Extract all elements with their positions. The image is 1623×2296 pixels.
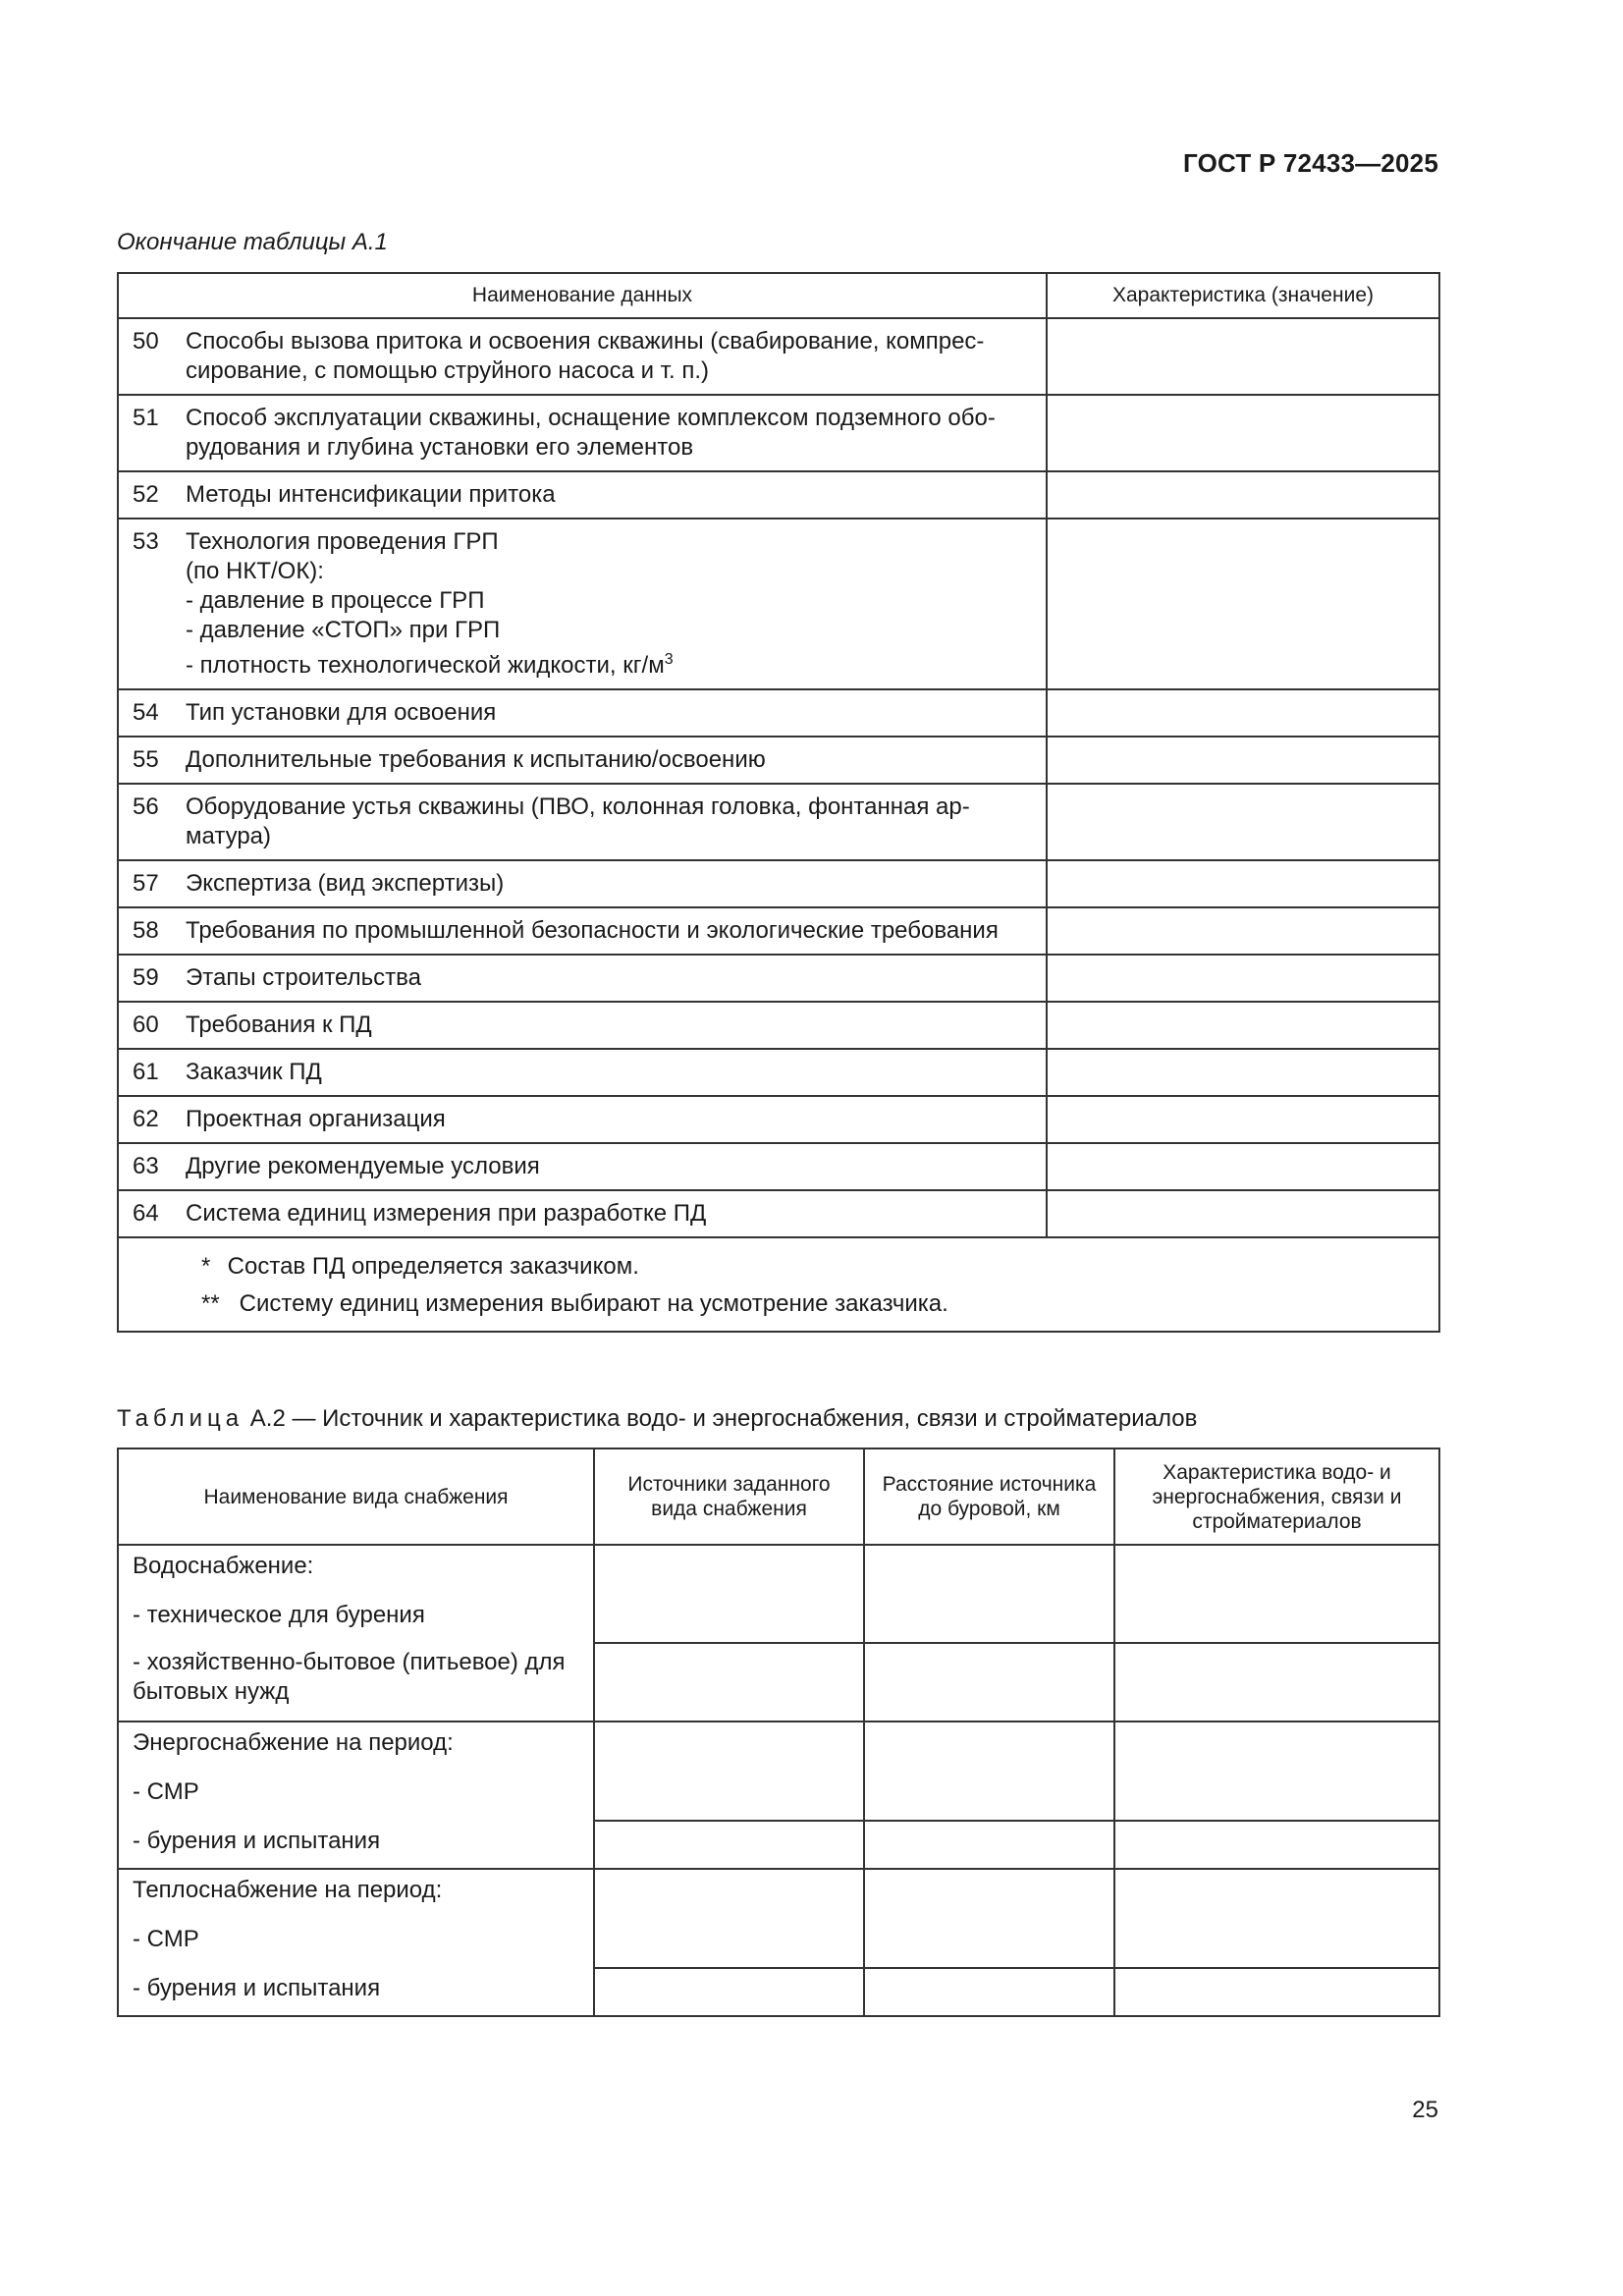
group-title: Водоснабжение:	[133, 1553, 314, 1579]
table-cell	[1114, 1722, 1439, 1821]
row-text-line-content: матура)	[186, 823, 271, 849]
row-text-line	[186, 793, 1032, 822]
group-item: - бурения и испытания	[133, 1828, 381, 1854]
data-item-cell	[118, 784, 1047, 860]
table-cell	[1114, 1869, 1439, 1968]
row-text	[186, 1011, 1032, 1040]
row-text	[186, 404, 1032, 463]
table-cell	[864, 1968, 1114, 2016]
table1-caption: Окончание таблицы А.1	[117, 229, 388, 255]
value-cell	[1047, 1049, 1439, 1096]
data-item	[133, 527, 1032, 681]
value-cell	[1047, 1002, 1439, 1049]
row-text-line-content: (по НКТ/ОК):	[186, 558, 324, 584]
row-text-line-content: Способы вызова притока и освоения скважины (свабирование, компрес-	[186, 328, 985, 355]
table-cell	[594, 1545, 864, 1643]
table-cell	[1114, 1643, 1439, 1722]
note-text: Систему единиц измерения выбирают на усмотрение заказчика.	[239, 1290, 948, 1317]
value-cell	[1047, 1190, 1439, 1237]
unit-superscript: 3	[664, 651, 674, 668]
row-number: 52	[133, 481, 159, 508]
row-text-line	[186, 586, 1032, 616]
row-number: 56	[133, 793, 159, 820]
row-text-line-content: - давление в процессе ГРП	[186, 587, 485, 614]
table-cell	[864, 1722, 1114, 1821]
value-cell	[1047, 471, 1439, 519]
value-cell	[1047, 519, 1439, 689]
data-item-cell	[118, 955, 1047, 1002]
table-header-row	[118, 273, 1439, 318]
value-cell	[1047, 860, 1439, 907]
row-text-line-content: - плотность технологической жидкости, кг/м	[186, 652, 665, 679]
table-cell	[1114, 1545, 1439, 1643]
data-item-cell	[118, 519, 1047, 689]
row-text-line	[186, 645, 1032, 681]
table-row	[118, 860, 1439, 907]
note-2	[201, 1285, 1438, 1323]
value-cell	[1047, 395, 1439, 471]
value-cell	[1047, 689, 1439, 737]
row-text	[186, 327, 1032, 386]
table-row	[118, 907, 1439, 955]
row-number: 55	[133, 746, 159, 773]
row-text-line-content: Технология проведения ГРП	[186, 528, 499, 555]
row-text-line-content: Требования по промышленной безопасности и экологические требования	[186, 917, 999, 944]
row-text	[186, 698, 1032, 728]
row-text	[186, 480, 1032, 510]
table-cell	[864, 1643, 1114, 1722]
row-text-line-content: Дополнительные требования к испытанию/освоению	[186, 746, 766, 773]
row-text-line	[186, 916, 1032, 946]
column-header-sources: Источники заданного вида снабжения	[594, 1449, 864, 1545]
data-item	[133, 1105, 1032, 1134]
supply-group-heat	[118, 1869, 594, 2016]
row-text	[186, 1058, 1032, 1087]
table-row	[118, 318, 1439, 395]
table-header-row	[118, 1449, 1439, 1545]
table-row	[118, 1143, 1439, 1190]
group-item: - техническое для бурения	[133, 1602, 425, 1628]
table-cell	[594, 1643, 864, 1722]
group-item: - СМР	[133, 1926, 199, 1952]
data-item-cell	[118, 471, 1047, 519]
note-marker: *	[201, 1253, 211, 1280]
row-text-line-content: рудования и глубина установки его элементов	[186, 434, 694, 461]
row-text-line	[186, 480, 1032, 510]
row-text-line	[186, 698, 1032, 728]
value-cell	[1047, 318, 1439, 395]
data-item	[133, 480, 1032, 510]
row-text-line-content: Экспертиза (вид экспертизы)	[186, 870, 505, 897]
row-text-line	[186, 1011, 1032, 1040]
data-item	[133, 745, 1032, 775]
table-row	[118, 784, 1439, 860]
group-item: - хозяйственно-бытовое (питьевое) для бытовых нужд	[133, 1649, 566, 1705]
table-row	[118, 955, 1439, 1002]
table-cell	[594, 1869, 864, 1968]
row-text-line-content: Оборудование устья скважины (ПВО, колонная головка, фонтанная ар-	[186, 793, 970, 820]
table-row	[118, 1722, 1439, 1821]
table-a1-continuation	[117, 272, 1440, 1333]
row-text-line	[186, 356, 1032, 386]
table-notes	[118, 1237, 1439, 1332]
supply-group-energy	[118, 1722, 594, 1869]
value-cell	[1047, 955, 1439, 1002]
value-cell	[1047, 1096, 1439, 1143]
data-item-cell	[118, 907, 1047, 955]
data-item	[133, 698, 1032, 728]
row-number: 64	[133, 1200, 159, 1227]
table-row	[118, 1002, 1439, 1049]
data-item-cell	[118, 1096, 1047, 1143]
table-cell	[1114, 1821, 1439, 1869]
table-row	[118, 395, 1439, 471]
row-text-line	[186, 1152, 1032, 1181]
group-item: - бурения и испытания	[133, 1975, 381, 2001]
row-text	[186, 1199, 1032, 1229]
row-text-line	[186, 869, 1032, 899]
table-cell	[864, 1821, 1114, 1869]
row-text-line	[186, 433, 1032, 463]
data-item	[133, 916, 1032, 946]
table-row	[118, 519, 1439, 689]
row-text-line	[186, 1199, 1032, 1229]
table-row	[118, 1049, 1439, 1096]
table-cell	[594, 1968, 864, 2016]
table-row	[118, 1545, 1439, 1643]
column-header-supply-type: Наименование вида снабжения	[118, 1449, 594, 1545]
row-text	[186, 916, 1032, 946]
row-text-line	[186, 557, 1032, 586]
value-cell	[1047, 907, 1439, 955]
row-number: 54	[133, 699, 159, 726]
row-text-line	[186, 527, 1032, 557]
data-item	[133, 869, 1032, 899]
row-text-line-content: Этапы строительства	[186, 964, 421, 991]
row-text-line-content: Система единиц измерения при разработке ПД	[186, 1200, 707, 1227]
row-number: 60	[133, 1011, 159, 1038]
table-row	[118, 737, 1439, 784]
group-title: Энергоснабжение на период:	[133, 1729, 454, 1756]
table2-caption	[117, 1405, 1197, 1433]
row-text-line	[186, 327, 1032, 356]
row-number: 61	[133, 1059, 159, 1085]
data-item-cell	[118, 860, 1047, 907]
data-item-cell	[118, 395, 1047, 471]
row-text-line-content: Способ эксплуатации скважины, оснащение комплексом подземного обо-	[186, 405, 996, 431]
table-cell	[594, 1722, 864, 1821]
table-row	[118, 1190, 1439, 1237]
table-a2-supply	[117, 1448, 1440, 2017]
row-number: 53	[133, 528, 159, 555]
note-text: Состав ПД определяется заказчиком.	[227, 1253, 639, 1280]
table-row	[118, 1096, 1439, 1143]
data-item-cell	[118, 689, 1047, 737]
row-number: 59	[133, 964, 159, 991]
data-item	[133, 1011, 1032, 1040]
row-text-line-content: Методы интенсификации притока	[186, 481, 556, 508]
row-number: 51	[133, 405, 159, 431]
data-item-cell	[118, 1049, 1047, 1096]
data-item-cell	[118, 1143, 1047, 1190]
data-item	[133, 963, 1032, 993]
value-cell	[1047, 737, 1439, 784]
row-number: 57	[133, 870, 159, 897]
table-row	[118, 1869, 1439, 1968]
row-text-line-content: сирование, с помощью струйного насоса и т. п.)	[186, 357, 710, 384]
data-item	[133, 404, 1032, 463]
row-text-line	[186, 1058, 1032, 1087]
table2-caption-label: Таблица	[117, 1405, 244, 1432]
data-item	[133, 793, 1032, 851]
table-notes-row	[118, 1237, 1439, 1332]
row-text-line	[186, 963, 1032, 993]
row-text-line-content: Заказчик ПД	[186, 1059, 322, 1085]
data-item	[133, 1152, 1032, 1181]
table-cell	[594, 1821, 864, 1869]
row-text-line	[186, 1105, 1032, 1134]
table-cell	[1114, 1968, 1439, 2016]
column-header-characteristic: Характеристика (значение)	[1047, 273, 1439, 318]
row-text-line-content: Проектная организация	[186, 1106, 446, 1132]
table2-caption-text: А.2 — Источник и характеристика водо- и энергоснабжения, связи и стройматериалов	[249, 1405, 1198, 1432]
column-header-characteristics: Характеристика водо- и энергоснабжения, связи и стройматериалов	[1114, 1449, 1439, 1545]
note-1	[201, 1248, 1438, 1285]
data-item	[133, 1199, 1032, 1229]
row-text	[186, 1152, 1032, 1181]
row-text-line-content: Другие рекомендуемые условия	[186, 1153, 540, 1179]
data-item	[133, 327, 1032, 386]
group-title: Теплоснабжение на период:	[133, 1877, 443, 1903]
supply-group-water	[118, 1545, 594, 1722]
row-text-line-content: Тип установки для освоения	[186, 699, 497, 726]
document-standard-number: ГОСТ Р 72433—2025	[1183, 148, 1438, 178]
group-item: - СМР	[133, 1778, 199, 1805]
row-text	[186, 963, 1032, 993]
value-cell	[1047, 784, 1439, 860]
row-text	[186, 793, 1032, 851]
row-text-line-content: Требования к ПД	[186, 1011, 372, 1038]
column-header-data-name: Наименование данных	[118, 273, 1047, 318]
row-number: 62	[133, 1106, 159, 1132]
table-cell	[864, 1545, 1114, 1643]
row-text-line	[186, 745, 1032, 775]
row-text	[186, 869, 1032, 899]
row-text-line	[186, 404, 1032, 433]
note-marker: **	[201, 1290, 220, 1317]
row-number: 63	[133, 1153, 159, 1179]
data-item-cell	[118, 318, 1047, 395]
value-cell	[1047, 1143, 1439, 1190]
row-text	[186, 527, 1032, 681]
row-text-line	[186, 822, 1032, 851]
table-row	[118, 689, 1439, 737]
row-text-line-content: - давление «СТОП» при ГРП	[186, 617, 501, 643]
row-number: 50	[133, 328, 159, 355]
row-text-line	[186, 616, 1032, 645]
row-text	[186, 1105, 1032, 1134]
table-row	[118, 471, 1439, 519]
row-text	[186, 745, 1032, 775]
data-item-cell	[118, 1190, 1047, 1237]
data-item	[133, 1058, 1032, 1087]
row-number: 58	[133, 917, 159, 944]
data-item-cell	[118, 1002, 1047, 1049]
column-header-distance: Расстояние источника до буровой, км	[864, 1449, 1114, 1545]
data-item-cell	[118, 737, 1047, 784]
page-number: 25	[1412, 2097, 1438, 2123]
table-cell	[864, 1869, 1114, 1968]
